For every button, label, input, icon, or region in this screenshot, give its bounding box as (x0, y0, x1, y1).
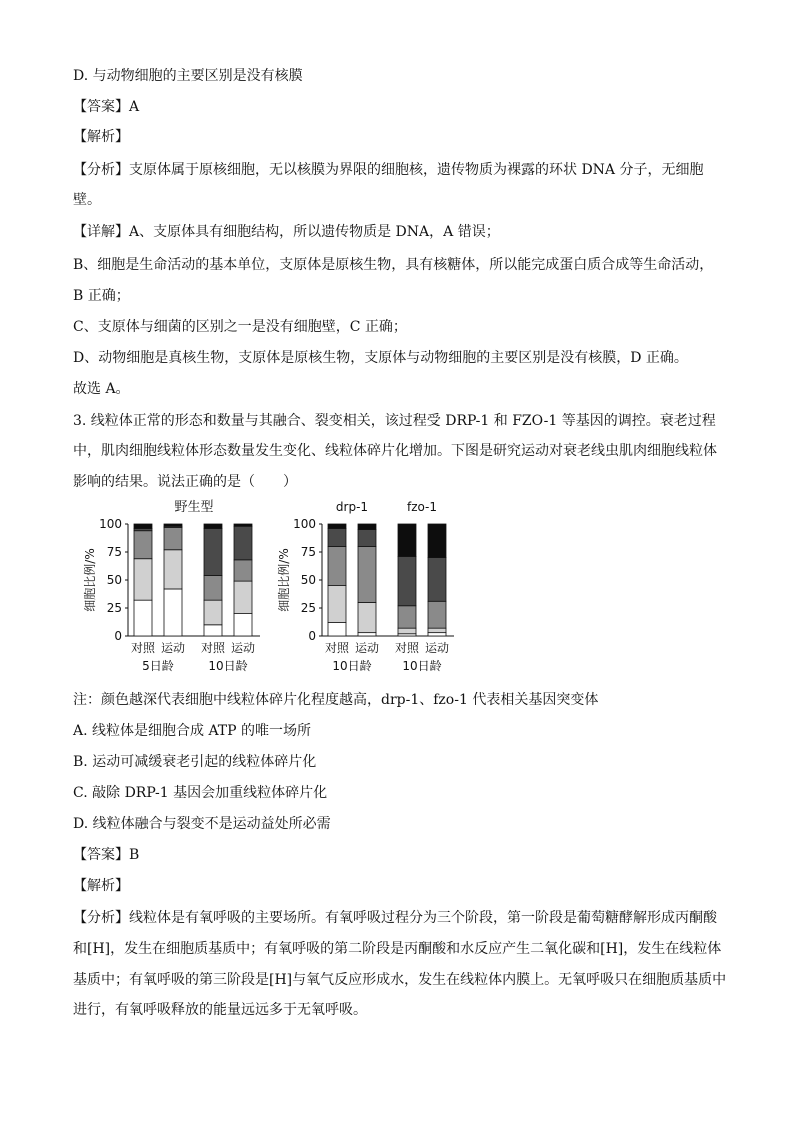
bar-label-p2-b4: 运动 (424, 641, 450, 655)
y-tick-label-2-4: 100 (293, 517, 316, 531)
bar-segment-p1-b4-l5 (234, 524, 252, 526)
text-line-4: 【分析】支原体属于原核细胞，无以核膜为界限的细胞核，遗传物质为裸露的环状 DNA 分子，无细胞 (73, 162, 704, 178)
text-line-14: 影响的结果。说法正确的是（ ） (73, 474, 297, 490)
text-line-7: B、细胞是生命活动的基本单位，支原体是原核生物，具有核糖体，所以能完成蛋白质合成等生命活动， (73, 257, 714, 273)
y-tick-label-1-1: 25 (106, 601, 122, 615)
mitochondria-fragmentation-chart (80, 496, 460, 686)
chart-svg (80, 496, 460, 686)
bar-segment-p2-b4-l5 (428, 524, 446, 558)
text2-line-8: 【分析】线粒体是有氧呼吸的主要场所。有氧呼吸过程分为三个阶段，第一阶段是葡萄糖酵解形成丙酮酸 (73, 910, 717, 926)
text2-line-1: 注：颜色越深代表细胞中线粒体碎片化程度越高，drp-1、fzo-1 代表相关基因突变体 (73, 692, 599, 708)
text-line-6: 【详解】A、支原体具有细胞结构，所以遗传物质是 DNA，A 错误； (73, 224, 500, 240)
y-tick-label-1-4: 100 (99, 517, 122, 531)
bar-label-p2-b2: 运动 (354, 641, 380, 655)
bar-segment-p1-b2-l2 (164, 550, 182, 589)
bar-label-p2-b1: 对照 (324, 641, 350, 655)
bar-segment-p2-b1-l2 (328, 586, 346, 623)
group-label-p2-g1: 10日龄 (332, 659, 372, 673)
bar-segment-p2-b1-l1 (328, 623, 346, 636)
text-line-11: 故选 A。 (73, 381, 130, 397)
bar-segment-p2-b4-l2 (428, 628, 446, 632)
text-line-8: B 正确； (73, 288, 130, 304)
group-label-p2-g2: 10日龄 (402, 659, 442, 673)
y-axis-label-2: 细胞比例/% (277, 548, 291, 612)
bar-segment-p2-b3-l4 (398, 556, 416, 605)
bar-segment-p2-b2-l5 (358, 524, 376, 530)
text2-line-7: 【解析】 (73, 878, 129, 894)
bar-segment-p2-b1-l3 (328, 546, 346, 585)
text-line-3: 【解析】 (73, 129, 129, 145)
panel-subtitle-1: drp-1 (335, 500, 369, 514)
bar-segment-p2-b3-l3 (398, 606, 416, 628)
bar-segment-p1-b4-l1 (234, 614, 252, 636)
bar-segment-p2-b4-l3 (428, 601, 446, 628)
bar-label-p1-b1: 对照 (130, 641, 156, 655)
bar-segment-p1-b3-l5 (204, 524, 222, 528)
group-label-p1-g1: 5日龄 (142, 659, 174, 673)
bar-segment-p2-b2-l2 (358, 602, 376, 632)
y-tick-label-1-3: 75 (106, 545, 122, 559)
bar-segment-p1-b2-l3 (164, 527, 182, 549)
bar-segment-p2-b1-l5 (328, 524, 346, 528)
text2-line-9: 和[H]，发生在细胞质基质中；有氧呼吸的第二阶段是丙酮酸和水反应产生二氧化碳和[H]，发生在线粒体 (73, 941, 722, 957)
bar-segment-p1-b3-l4 (204, 528, 222, 575)
bar-segment-p2-b4-l4 (428, 558, 446, 602)
group-label-p1-g2: 10日龄 (208, 659, 248, 673)
text2-line-6: 【答案】B (73, 847, 140, 863)
panel-subtitle-2: fzo-1 (406, 500, 438, 514)
bar-segment-p2-b2-l3 (358, 546, 376, 602)
y-tick-label-1-2: 50 (106, 573, 122, 587)
y-tick-label-2-2: 50 (300, 573, 316, 587)
bar-segment-p2-b1-l4 (328, 528, 346, 546)
panel-title-1: 野生型 (174, 500, 214, 515)
text-line-10: D、动物细胞是真核生物，支原体是原核生物，支原体与动物细胞的主要区别是没有核膜，D 正确。 (73, 350, 688, 366)
bar-segment-p1-b3-l3 (204, 576, 222, 601)
text2-line-3: B. 运动可减缓衰老引起的线粒体碎片化 (73, 754, 317, 770)
text-line-5: 壁。 (73, 192, 101, 208)
bar-segment-p1-b4-l3 (234, 560, 252, 581)
bar-segment-p2-b4-l1 (428, 633, 446, 636)
bar-segment-p1-b2-l1 (164, 589, 182, 636)
bar-segment-p1-b1-l5 (134, 524, 152, 528)
text2-line-10: 基质中；有氧呼吸的第三阶段是[H]与氧气反应形成水，发生在线粒体内膜上。无氧呼吸只在细胞质基质中 (73, 972, 727, 988)
bar-segment-p1-b2-l5 (164, 524, 182, 526)
bar-label-p1-b3: 对照 (200, 641, 226, 655)
bar-segment-p1-b1-l2 (134, 559, 152, 600)
text-line-13: 中，肌肉细胞线粒体形态数量发生变化、线粒体碎片化增加。下图是研究运动对衰老线虫肌肉细胞线粒体 (73, 443, 717, 459)
y-tick-label-1-0: 0 (114, 629, 122, 643)
y-tick-label-2-0: 0 (308, 629, 316, 643)
bar-label-p1-b2: 运动 (160, 641, 186, 655)
bar-segment-p1-b3-l2 (204, 600, 222, 625)
bar-segment-p2-b2-l1 (358, 633, 376, 636)
text2-line-5: D. 线粒体融合与裂变不是运动益处所必需 (73, 816, 331, 832)
bar-segment-p2-b2-l4 (358, 530, 376, 547)
text2-line-2: A. 线粒体是细胞合成 ATP 的唯一场所 (73, 723, 312, 739)
text2-line-11: 进行，有氧呼吸释放的能量远远多于无氧呼吸。 (73, 1002, 367, 1018)
y-tick-label-2-3: 75 (300, 545, 316, 559)
y-tick-label-2-1: 25 (300, 601, 316, 615)
text-line-12: 3. 线粒体正常的形态和数量与其融合、裂变相关，该过程受 DRP-1 和 FZO-1 等基因的调控。衰老过程 (73, 413, 716, 429)
bar-segment-p1-b1-l1 (134, 600, 152, 636)
y-axis-label-1: 细胞比例/% (83, 548, 97, 612)
bar-segment-p2-b3-l2 (398, 628, 416, 634)
bar-segment-p2-b3-l5 (398, 524, 416, 556)
bar-segment-p1-b4-l2 (234, 581, 252, 613)
text-line-9: C、支原体与细菌的区别之一是没有细胞壁，C 正确； (73, 319, 407, 335)
bar-segment-p1-b4-l4 (234, 526, 252, 560)
bar-segment-p1-b1-l3 (134, 531, 152, 559)
bar-label-p2-b3: 对照 (394, 641, 420, 655)
text-line-2: 【答案】A (73, 99, 140, 115)
text-line-1: D. 与动物细胞的主要区别是没有核膜 (73, 68, 303, 84)
bar-segment-p1-b3-l1 (204, 625, 222, 636)
text2-line-4: C. 敲除 DRP-1 基因会加重线粒体碎片化 (73, 785, 328, 801)
bar-label-p1-b4: 运动 (230, 641, 256, 655)
